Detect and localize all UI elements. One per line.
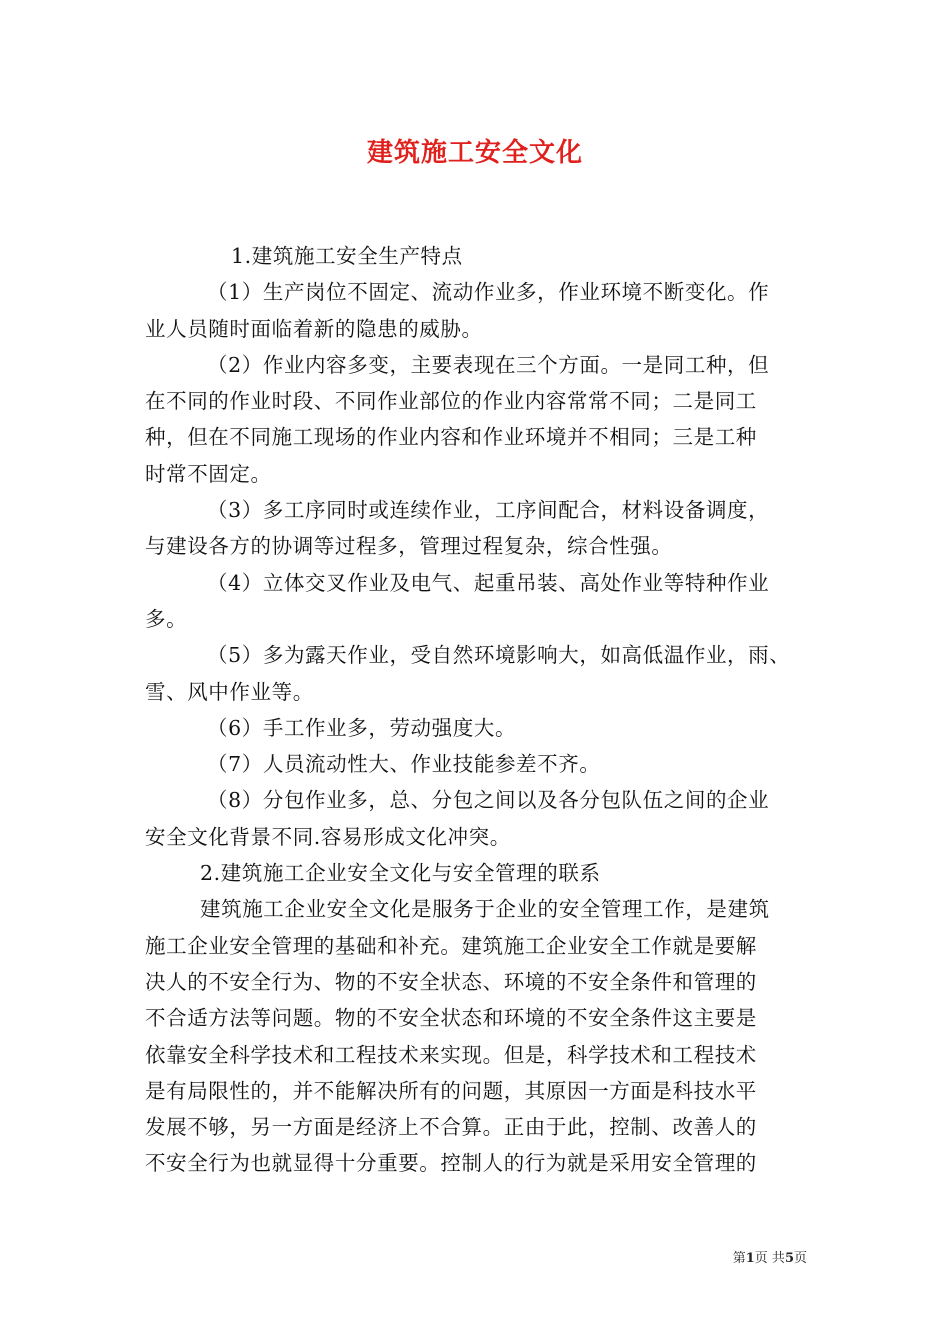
text-line: （1）生产岗位不固定、流动作业多，作业环境不断变化。作	[207, 280, 770, 305]
text-line: （2）作业内容多变，主要表现在三个方面。一是同工种，但	[207, 352, 770, 377]
footer-page-number: 1	[745, 1251, 755, 1266]
text-line: （5）多为露天作业，受自然环境影响大，如高低温作业，雨、	[207, 643, 791, 668]
text-line: 施工企业安全管理的基础和补充。建筑施工企业安全工作就是要解	[145, 933, 757, 958]
text-line: 雪、风中作业等。	[145, 679, 314, 704]
text-line: （6）手工作业多，劳动强度大。	[207, 715, 517, 740]
page-footer	[733, 1247, 807, 1266]
footer-total-pages: 5	[784, 1251, 794, 1266]
document-body	[145, 238, 810, 1182]
text-line: 不合适方法等问题。物的不安全状态和环境的不安全条件这主要是	[145, 1006, 757, 1031]
text-line: 不安全行为也就显得十分重要。控制人的行为就是采用安全管理的	[145, 1151, 757, 1176]
text-line: 业人员随时面临着新的隐患的威胁。	[145, 316, 483, 341]
footer-suffix: 页	[793, 1251, 807, 1266]
text-line: 1.建筑施工安全生产特点	[231, 244, 463, 268]
text-line: （8）分包作业多，总、分包之间以及各分包队伍之间的企业	[207, 788, 770, 813]
footer-prefix: 第	[732, 1251, 746, 1266]
text-line: 依靠安全科学技术和工程技术来实现。但是，科学技术和工程技术	[145, 1042, 757, 1067]
text-line: 安全文化背景不同.容易形成文化冲突。	[145, 824, 511, 849]
text-line: 与建设各方的协调等过程多，管理过程复杂，综合性强。	[145, 534, 673, 559]
text-line: 2.建筑施工企业安全文化与安全管理的联系	[200, 861, 601, 886]
text-line: 建筑施工企业安全文化是服务于企业的安全管理工作，是建筑	[200, 897, 770, 922]
footer-middle: 页 共	[754, 1251, 785, 1266]
text-line: 是有局限性的，并不能解决所有的问题，其原因一方面是科技水平	[145, 1078, 757, 1103]
text-line: 种，但在不同施工现场的作业内容和作业环境并不相同；三是工种	[145, 425, 757, 450]
text-line: 在不同的作业时段、不同作业部位的作业内容常常不同；二是同工	[145, 389, 757, 414]
text-line: 决人的不安全行为、物的不安全状态、环境的不安全条件和管理的	[145, 969, 757, 994]
text-line: 多。	[145, 606, 188, 631]
text-line: 发展不够，另一方面是经济上不合算。正由于此，控制、改善人的	[145, 1115, 757, 1140]
text-line: 时常不固定。	[145, 461, 272, 486]
document-title: 建筑施工安全文化	[366, 138, 583, 168]
text-line: （3）多工序同时或连续作业，工序间配合，材料设备调度，	[207, 498, 770, 523]
text-line: （7）人员流动性大、作业技能参差不齐。	[207, 752, 601, 777]
text-line: （4）立体交叉作业及电气、起重吊装、高处作业等特种作业	[207, 570, 770, 595]
